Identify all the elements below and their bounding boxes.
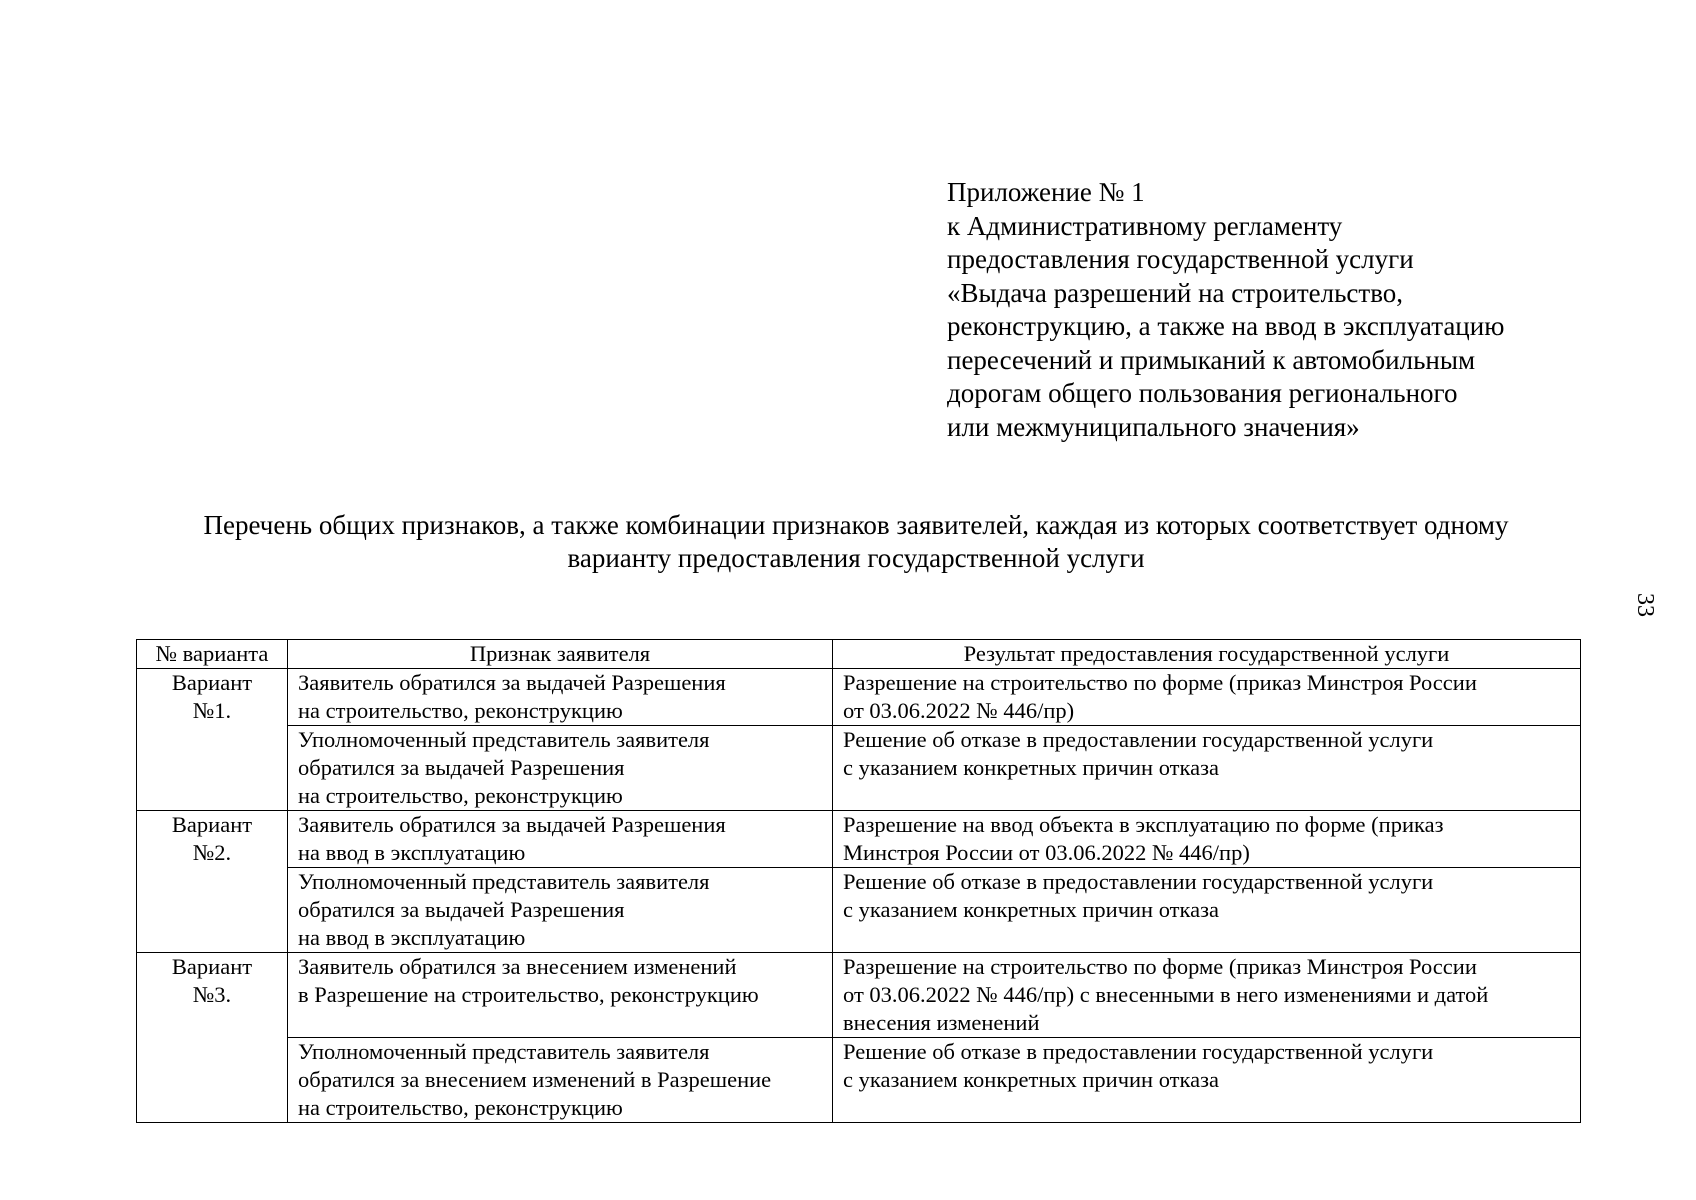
sign-line: обратился за выдачей Разрешения (298, 897, 625, 922)
result-line: Разрешение на ввод объекта в эксплуатацию по форме (приказ (843, 812, 1444, 837)
sign-line: Уполномоченный представитель заявителя (298, 727, 710, 752)
variant-label-line: №2. (192, 840, 232, 865)
sign-line: Уполномоченный представитель заявителя (298, 1039, 710, 1064)
variant-label-line: №3. (192, 982, 232, 1007)
service-result-cell (833, 811, 1581, 868)
appendix-line: пересечений и примыканий к автомобильным (947, 344, 1476, 375)
header-variant-number: № варианта (137, 640, 288, 669)
appendix-reference (947, 176, 1587, 444)
table-row (137, 1038, 1581, 1123)
sign-line: в Разрешение на строительство, реконструкцию (298, 982, 759, 1007)
heading-line: Перечень общих признаков, а также комбинации признаков заявителей, каждая из которых соответствует одному (203, 510, 1509, 540)
service-result-cell (833, 953, 1581, 1038)
service-result-cell (833, 726, 1581, 811)
sign-line: Заявитель обратился за выдачей Разрешения (298, 670, 726, 695)
sign-line: обратился за внесением изменений в Разрешение (298, 1067, 772, 1092)
applicant-sign-cell (288, 669, 833, 726)
service-result-cell (833, 868, 1581, 953)
sign-line: Заявитель обратился за внесением изменений (298, 954, 737, 979)
appendix-line: предоставления государственной услуги (947, 244, 1414, 274)
header-service-result: Результат предоставления государственной услуги (833, 640, 1581, 669)
sign-line: на строительство, реконструкцию (298, 698, 623, 723)
sign-line: на строительство, реконструкцию (298, 1095, 623, 1120)
result-line: Разрешение на строительство по форме (приказ Минстроя России (843, 670, 1477, 695)
result-line: с указанием конкретных причин отказа (843, 897, 1219, 922)
table-row (137, 726, 1581, 811)
result-line: Решение об отказе в предоставлении государственной услуги (843, 1039, 1434, 1064)
table-header-row (137, 640, 1581, 669)
sign-line: на строительство, реконструкцию (298, 783, 623, 808)
appendix-line: или межмуниципального значения» (947, 411, 1360, 442)
variants-table (136, 639, 1581, 1123)
variant-label-line: Вариант (171, 812, 253, 837)
table-row (137, 868, 1581, 953)
result-line: от 03.06.2022 № 446/пр) (843, 698, 1075, 723)
variant-label-cell (137, 953, 288, 1123)
appendix-line: дорогам общего пользования регионального (947, 378, 1458, 408)
result-line: внесения изменений (843, 1010, 1040, 1035)
result-line: Минстроя России от 03.06.2022 № 446/пр) (843, 840, 1250, 865)
variant-label-cell (137, 811, 288, 953)
heading-line: варианту предоставления государственной услуги (567, 543, 1145, 573)
table-row (137, 811, 1581, 868)
result-line: Решение об отказе в предоставлении государственной услуги (843, 869, 1434, 894)
result-line: Решение об отказе в предоставлении государственной услуги (843, 727, 1434, 752)
service-result-cell (833, 669, 1581, 726)
applicant-sign-cell (288, 726, 833, 811)
result-line: с указанием конкретных причин отказа (843, 755, 1219, 780)
sign-line: Уполномоченный представитель заявителя (298, 869, 710, 894)
applicant-sign-cell (288, 953, 833, 1038)
sign-line: обратился за выдачей Разрешения (298, 755, 625, 780)
sign-line: на ввод в эксплуатацию (298, 840, 526, 865)
document-heading (136, 509, 1576, 575)
variant-label-line: Вариант (171, 954, 253, 979)
applicant-sign-cell (288, 868, 833, 953)
appendix-line: реконструкцию, а также на ввод в эксплуатацию (947, 311, 1505, 341)
result-line: Разрешение на строительство по форме (приказ Минстроя России (843, 954, 1477, 979)
appendix-line: Приложение № 1 (947, 177, 1145, 207)
applicant-sign-cell (288, 1038, 833, 1123)
header-applicant-sign: Признак заявителя (288, 640, 833, 669)
table-row (137, 669, 1581, 726)
page-number: 33 (1632, 593, 1658, 617)
appendix-line: «Выдача разрешений на строительство, (947, 277, 1404, 308)
result-line: от 03.06.2022 № 446/пр) с внесенными в него изменениями и датой (843, 982, 1489, 1007)
sign-line: Заявитель обратился за выдачей Разрешения (298, 812, 726, 837)
result-line: с указанием конкретных причин отказа (843, 1067, 1219, 1092)
sign-line: на ввод в эксплуатацию (298, 925, 526, 950)
applicant-sign-cell (288, 811, 833, 868)
variant-label-line: Вариант (171, 670, 253, 695)
variant-label-line: №1. (192, 698, 232, 723)
table-row (137, 953, 1581, 1038)
service-result-cell (833, 1038, 1581, 1123)
variant-label-cell (137, 669, 288, 811)
appendix-line: к Административному регламенту (947, 210, 1343, 241)
